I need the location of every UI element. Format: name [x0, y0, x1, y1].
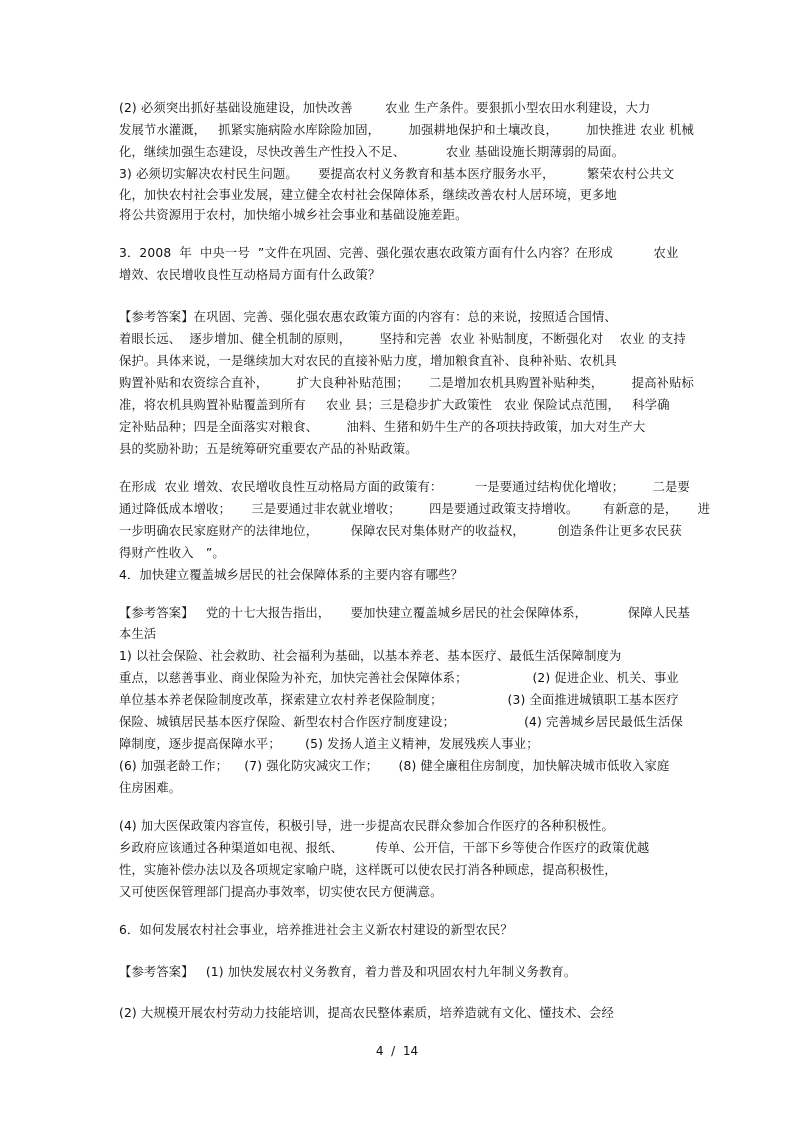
text-line: 性，实施补偿办法以及各项规定家喻户晓，这样既可以使农民打消各种顾虑，提高积极性，: [119, 863, 617, 877]
text-line: 发展节水灌溉， 抓紧实施病险水库除险加固， 加强耕地保护和土壤改良， 加快推进 农业 机械: [119, 123, 694, 137]
text-line: (2) 必须突出抓好基础设施建设，加快改善 农业 生产条件。要狠抓小型农田水利建设，大力: [119, 101, 651, 115]
text-line: 着眼长远、 逐步增加、健全机制的原则， 坚持和完善 农业 补贴制度，不断强化对 农业 的支持: [119, 332, 686, 346]
question-heading: 4．加快建立覆盖城乡居民的社会保障体系的主要内容有哪些？: [119, 568, 464, 582]
text-line: 保护。具体来说，一是继续加大对农民的直接补贴力度，增加粮食直补、良种补贴、农机具: [119, 354, 617, 368]
text-line: 单位基本养老保险制度改革，探索建立农村养老保险制度； (3) 全面推进城镇职工基本医疗: [119, 693, 679, 707]
text-line: 乡政府应该通过各种渠道如电视、报纸、 传单、公开信，干部下乡等使合作医疗的政策优越: [119, 841, 650, 855]
text-line: (2) 大规模开展农村劳动力技能培训，提高农民整体素质，培养造就有文化、懂技术、会经: [119, 1006, 614, 1020]
answer-label-line: 【参考答案】 党的十七大报告指出， 要加快建立覆盖城乡居民的社会保障体系， 保障人民基: [119, 606, 690, 620]
answer-label-line: 【参考答案】在巩固、完善、强化强农惠农政策方面的内容有：总的来说，按照适合国情、: [119, 310, 617, 324]
text-line: 化，加快农村社会事业发展，建立健全农村社会保障体系，继续改善农村人居环境，更多地: [119, 188, 617, 202]
text-line: 将公共资源用于农村，加快缩小城乡社会事业和基础设施差距。: [119, 208, 468, 222]
text-line: 在形成 农业 增效、农民增收良性互动格局方面的政策有： 一是要通过结构优化增收； 二是要: [119, 480, 690, 494]
text-line: 1) 以社会保险、社会救助、社会福利为基础，以基本养老、基本医疗、最低生活保障制度为: [119, 649, 622, 663]
text-line: 重点，以慈善事业、商业保险为补充，加快完善社会保障体系； (2) 促进企业、机关、事业: [119, 671, 679, 685]
text-line: (4) 加大医保政策内容宣传，积极引导，进一步提高农民群众参加合作医疗的各种积极性。: [119, 819, 614, 833]
question-heading: 6．如何发展农村社会事业，培养推进社会主义新农村建设的新型农民？: [119, 923, 513, 937]
text-line: 得财产性收入 ”。: [119, 546, 225, 560]
text-line: 通过降低成本增收； 三是要通过非农就业增收； 四是要通过政策支持增收。 有新意的是， 进: [119, 502, 711, 516]
text-line: (6) 加强老龄工作； (7) 强化防灾减灾工作； (8) 健全廉租住房制度，加快解决城市低收入家庭: [119, 759, 670, 773]
text-line: 定补贴品种；四是全面落实对粮食、 油料、生猪和奶牛生产的各项扶持政策，加大对生产大: [119, 420, 646, 434]
text-line: 本生活: [119, 627, 157, 641]
text-line: 县的奖励补助；五是统筹研究重要农产品的补贴政策。: [119, 442, 418, 456]
text-line: 障制度，逐步提高保障水平； (5) 发扬人道主义精神，发展残疾人事业；: [119, 737, 539, 751]
answer-label-line: 【参考答案】 (1) 加快发展农村义务教育，着力普及和巩固农村九年制义务教育。: [119, 965, 577, 979]
page-number: 4 / 14: [375, 1044, 419, 1058]
question-heading: 3．2008 年 中央一号 ”文件在巩固、完善、强化强农惠农政策方面有什么内容？在形成 农业: [119, 246, 679, 260]
text-line: 购置补贴和农资综合直补， 扩大良种补贴范围； 二是增加农机具购置补贴种类， 提高补贴标: [119, 376, 694, 390]
text-line: 一步明确农民家庭财产的法律地位， 保障农民对集体财产的收益权， 创造条件让更多农民获: [119, 524, 682, 538]
text-line: 3) 必须切实解决农村民生问题。 要提高农村义务教育和基本医疗服务水平， 繁荣农村公共文: [119, 167, 675, 181]
text-line: 保险、城镇居民基本医疗保险、新型农村合作医疗制度建设； (4) 完善城乡居民最低生活保: [119, 715, 683, 729]
text-line: 化，继续加强生态建设，尽快改善生产性投入不足、 农业 基础设施长期薄弱的局面。: [119, 145, 625, 159]
text-line: 住房困难。: [119, 781, 182, 795]
text-line: 又可使医保管理部门提高办事效率，切实使农民方便满意。: [119, 885, 443, 899]
text-line: 准，将农机具购置补贴覆盖到所有 农业 县；三是稳步扩大政策性 农业 保险试点范围， 科学确: [119, 398, 670, 412]
text-line: 增效、农民增收良性互动格局方面有什么政策？: [119, 268, 381, 282]
